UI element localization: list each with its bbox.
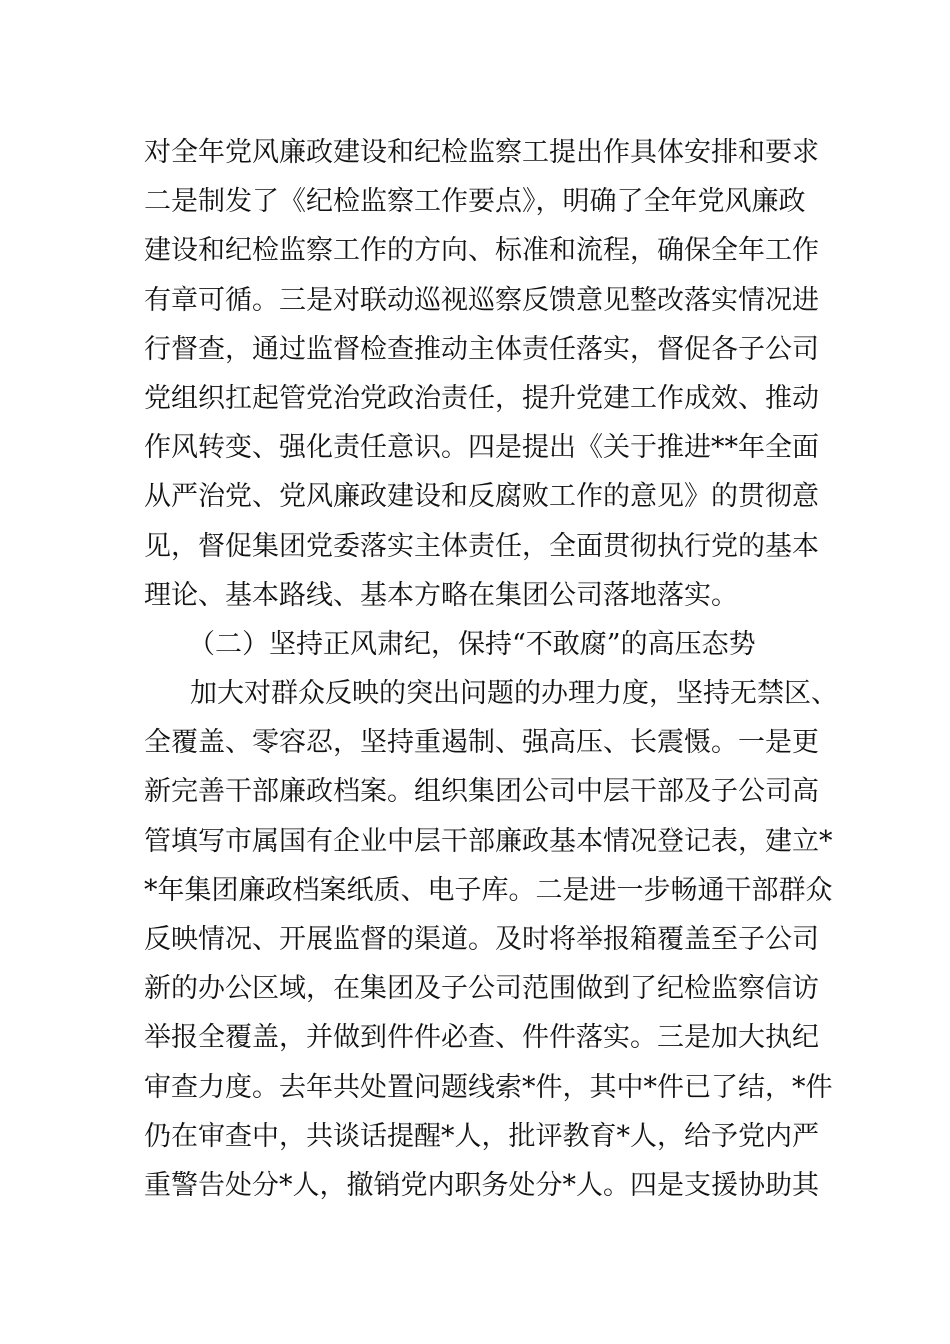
text-line: 举报全覆盖，并做到件件必查、件件落实。三是加大执纪 [144, 1022, 819, 1054]
text-line: 管填写市属国有企业中层干部廉政基本情况登记表，建立* [144, 825, 833, 857]
text-line: 反映情况、开展监督的渠道。及时将举报箱覆盖至子公司 [144, 924, 819, 955]
text-line: 仍在审查中，共谈话提醒*人，批评教育*人，给予党内严 [144, 1120, 819, 1152]
text-line: 重警告处分*人，撤销党内职务处分*人。四是支援协助其 [144, 1169, 819, 1201]
text-line: 对全年党风廉政建设和纪检监察工提出作具体安排和要求 [144, 137, 819, 168]
text-line: 建设和纪检监察工作的方向、标准和流程，确保全年工作 [144, 235, 819, 267]
section-heading: （二）坚持正风肃纪，保持“不敢腐”的高压态势 [188, 628, 756, 660]
text-line: 新的办公区域，在集团及子公司范围做到了纪检监察信访 [144, 973, 819, 1005]
text-line: 加大对群众反映的突出问题的办理力度，坚持无禁区、 [190, 678, 838, 710]
text-line: 审查力度。去年共处置问题线索*件，其中*件已了结，*件 [144, 1071, 833, 1103]
text-line: *年集团廉政档案纸质、电子库。二是进一步畅通干部群众 [144, 874, 833, 906]
text-line: 理论、基本路线、基本方略在集团公司落地落实。 [144, 579, 738, 611]
document-body [144, 128, 838, 1210]
text-line: 从严治党、党风廉政建设和反腐败工作的意见》的贯彻意 [144, 481, 819, 513]
text-line: 二是制发了《纪检监察工作要点》，明确了全年党风廉政 [144, 186, 806, 218]
text-line: 党组织扛起管党治党政治责任，提升党建工作成效、推动 [144, 382, 819, 414]
text-line: 作风转变、强化责任意识。四是提出《关于推进**年全面 [144, 432, 819, 464]
text-line: 行督查，通过监督检查推动主体责任落实，督促各子公司 [144, 333, 819, 365]
text-line: 新完善干部廉政档案。组织集团公司中层干部及子公司高 [144, 776, 819, 808]
text-line: 全覆盖、零容忍，坚持重遏制、强高压、长震慑。一是更 [144, 727, 819, 759]
text-line: 有章可循。三是对联动巡视巡察反馈意见整改落实情况进 [144, 284, 819, 316]
text-line: 见，督促集团党委落实主体责任，全面贯彻执行党的基本 [144, 530, 819, 562]
